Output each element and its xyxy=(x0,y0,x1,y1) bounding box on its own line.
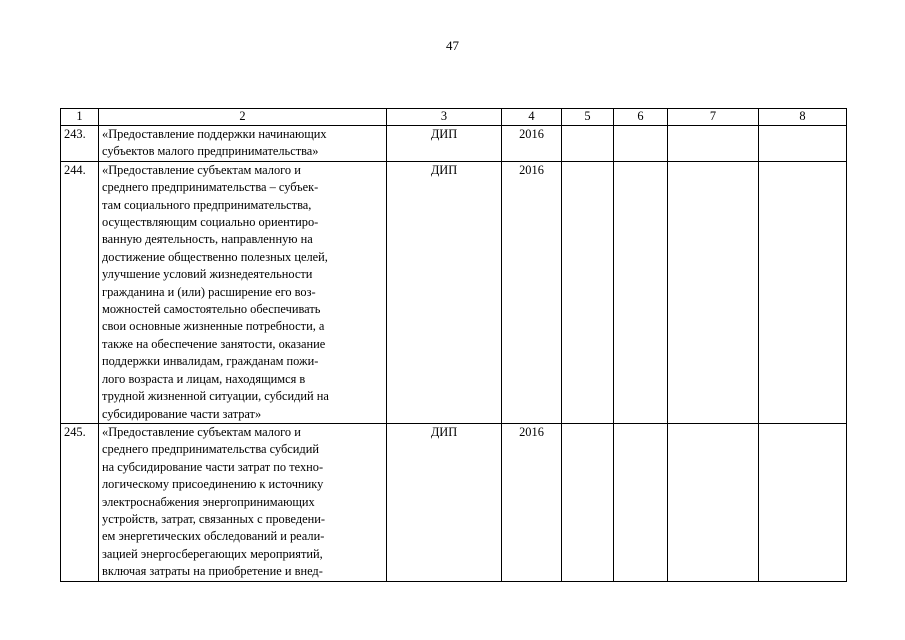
row-col7 xyxy=(668,126,759,162)
data-table xyxy=(60,108,847,582)
row-name-line: трудной жизненной ситуации, субсидий на xyxy=(102,389,329,404)
row-executor: ДИП xyxy=(387,161,502,423)
row-year: 2016 xyxy=(502,126,562,162)
header-cell-4: 4 xyxy=(502,109,562,126)
row-year: 2016 xyxy=(502,423,562,581)
page-number: 47 xyxy=(446,38,459,53)
row-name-line: поддержки инвалидам, гражданам пожи- xyxy=(102,354,319,369)
row-col5 xyxy=(562,161,614,423)
header-cell-6: 6 xyxy=(614,109,668,126)
row-name-line: «Предоставление субъектам малого и xyxy=(102,162,301,177)
row-name-line: ванную деятельность, направленную на xyxy=(102,232,313,247)
row-name-line: ем энергетических обследований и реали- xyxy=(102,529,325,544)
header-cell-8: 8 xyxy=(759,109,847,126)
table-row xyxy=(61,126,847,162)
header-row xyxy=(61,109,847,126)
row-name-line: зацией энергосберегающих мероприятий, xyxy=(102,546,323,561)
row-name xyxy=(99,423,387,581)
row-name-line: достижение общественно полезных целей, xyxy=(102,249,328,264)
row-name-line: устройств, затрат, связанных с проведени- xyxy=(102,511,326,526)
row-number: 244. xyxy=(61,161,99,423)
row-name-line: на субсидирование части затрат по техно- xyxy=(102,459,324,474)
row-col7 xyxy=(668,161,759,423)
row-col5 xyxy=(562,423,614,581)
row-col6 xyxy=(614,126,668,162)
row-name-line: также на обеспечение занятости, оказание xyxy=(102,336,326,351)
row-name-line: логическому присоединению к источнику xyxy=(102,477,324,492)
row-name-line: субъектов малого предпринимательства» xyxy=(102,144,319,159)
row-name-line: «Предоставление поддержки начинающих xyxy=(102,127,327,141)
row-name-line: электроснабжения энергопринимающих xyxy=(102,494,315,509)
row-col7 xyxy=(668,423,759,581)
row-name-line: среднего предпринимательства – субъек- xyxy=(102,180,319,195)
row-col5 xyxy=(562,126,614,162)
row-name-line: там социального предпринимательства, xyxy=(102,197,312,212)
row-col8 xyxy=(759,126,847,162)
row-name-line: можностей самостоятельно обеспечивать xyxy=(102,302,321,317)
row-name xyxy=(99,161,387,423)
row-executor: ДИП xyxy=(387,423,502,581)
row-name-line: улучшение условий жизнедеятельности xyxy=(102,267,313,282)
row-name-line: включая затраты на приобретение и внед- xyxy=(102,564,323,579)
row-col6 xyxy=(614,161,668,423)
row-name-line: среднего предпринимательства субсидий xyxy=(102,442,319,457)
row-name-line: субсидирование части затрат» xyxy=(102,406,262,421)
table-row xyxy=(61,423,847,581)
row-number: 245. xyxy=(61,423,99,581)
row-year: 2016 xyxy=(502,161,562,423)
row-col8 xyxy=(759,161,847,423)
header-cell-3: 3 xyxy=(387,109,502,126)
row-col6 xyxy=(614,423,668,581)
row-name xyxy=(99,126,387,162)
header-cell-2: 2 xyxy=(99,109,387,126)
row-col8 xyxy=(759,423,847,581)
header-cell-7: 7 xyxy=(668,109,759,126)
row-executor: ДИП xyxy=(387,126,502,162)
table-row xyxy=(61,161,847,423)
row-name-line: «Предоставление субъектам малого и xyxy=(102,424,301,439)
row-name-line: свои основные жизненные потребности, а xyxy=(102,319,325,334)
header-cell-1: 1 xyxy=(61,109,99,126)
row-name-line: осуществляющим социально ориентиро- xyxy=(102,215,319,230)
row-name-line: лого возраста и лицам, находящимся в xyxy=(102,371,306,386)
header-cell-5: 5 xyxy=(562,109,614,126)
row-name-line: гражданина и (или) расширение его воз- xyxy=(102,284,316,299)
row-number: 243. xyxy=(61,126,99,162)
